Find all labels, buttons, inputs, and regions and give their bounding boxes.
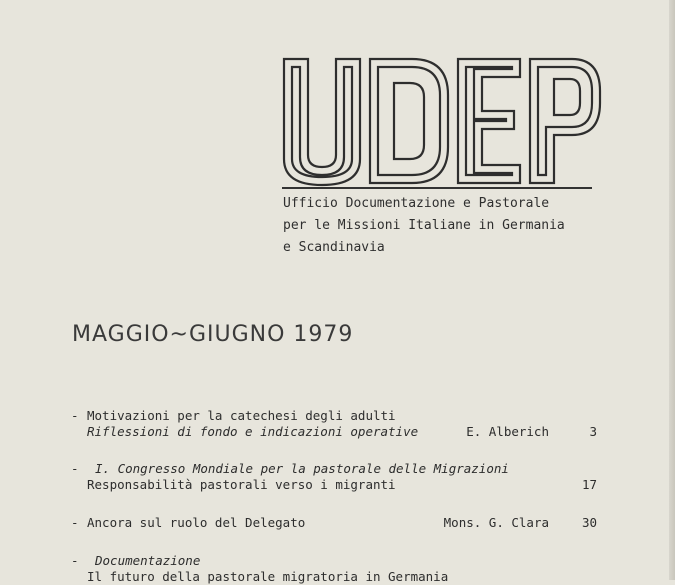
org-line: e Scandinavia (283, 240, 385, 255)
entry-title: Motivazioni per la catechesi degli adulti (87, 408, 396, 423)
bullet-dash: - (71, 515, 79, 530)
issue-title: MAGGIO~GIUGNO 1979 (72, 322, 354, 347)
toc-entry (71, 515, 611, 531)
entry-author: E. Alberich (466, 424, 549, 439)
entry-page: 3 (589, 424, 597, 439)
page-edge (669, 0, 675, 580)
entry-title: Documentazione (95, 553, 201, 568)
udep-logo (282, 55, 602, 190)
entry-author: Mons. G. Clara (443, 515, 549, 530)
toc-entry (71, 408, 611, 440)
bullet-dash: - (71, 461, 79, 476)
udep-logo-graphic (282, 55, 602, 190)
toc-entry (71, 461, 611, 493)
entry-title: Ancora sul ruolo del Delegato (87, 515, 306, 530)
bullet-dash: - (71, 553, 79, 568)
logo-underline (282, 187, 592, 189)
entry-title: I. Congresso Mondiale per la pastorale delle Migrazioni (95, 461, 509, 476)
entry-subtitle: Il futuro della pastorale migratoria in Germania (87, 569, 449, 584)
entry-page: 30 (581, 515, 597, 530)
organization-name (283, 193, 565, 259)
org-line: Ufficio Documentazione e Pastorale (283, 196, 550, 211)
bullet-dash: - (71, 408, 79, 423)
entry-page: 17 (581, 477, 597, 492)
entry-subtitle: Riflessioni di fondo e indicazioni operative (87, 424, 419, 439)
entry-subtitle: Responsabilità pastorali verso i migranti (87, 477, 396, 492)
toc-entry (71, 553, 611, 585)
org-line: per le Missioni Italiane in Germania (283, 218, 565, 233)
